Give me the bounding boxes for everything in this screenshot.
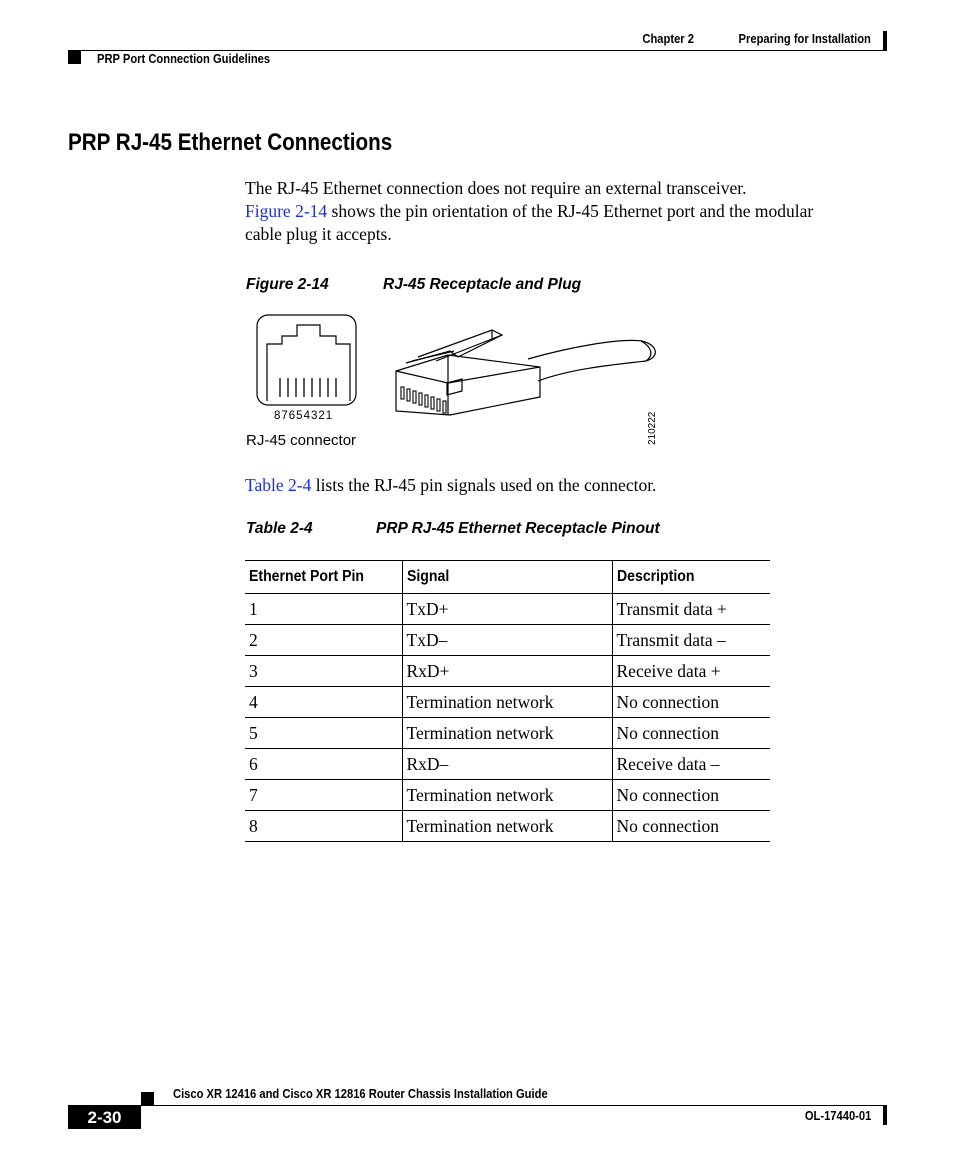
figure-id: 210222 [647,411,658,445]
cell-signal: Termination network [402,687,612,718]
cell-description: Transmit data – [612,625,770,656]
cell-description: No connection [612,811,770,842]
footer-marker-left [141,1092,154,1105]
table-label: Table 2-4 [246,520,313,537]
column-header-signal: Signal [402,561,612,594]
pin-numbers: 87654321 [274,410,334,422]
intro-paragraph [245,177,895,246]
cell-description: Transmit data + [612,594,770,625]
header-marker-left [68,51,81,64]
cell-pin: 7 [245,780,402,811]
footer-doc-number: OL-17440-01 [804,1108,871,1123]
section-title: PRP RJ-45 Ethernet Connections [68,129,393,156]
cell-pin: 5 [245,718,402,749]
cell-signal: TxD+ [402,594,612,625]
cell-pin: 2 [245,625,402,656]
footer-marker-right [883,1106,887,1125]
table-title: PRP RJ-45 Ethernet Receptacle Pinout [376,520,660,537]
figure-title: RJ-45 Receptacle and Plug [383,276,582,293]
cell-pin: 1 [245,594,402,625]
header-chapter: Chapter 2 [642,31,694,46]
page-number: 2-30 [68,1106,141,1129]
figure-link[interactable]: Figure 2-14 [245,201,328,221]
table-row [245,594,770,625]
intro-line-2 [245,200,895,223]
cell-pin: 6 [245,749,402,780]
cell-description: Receive data + [612,656,770,687]
header-section: PRP Port Connection Guidelines [97,51,271,66]
table-ref-text: lists the RJ-45 pin signals used on the connector. [311,475,657,495]
table-row [245,625,770,656]
table-link[interactable]: Table 2-4 [245,475,312,495]
cell-description: No connection [612,780,770,811]
rj45-figure [240,305,680,455]
cell-signal: RxD– [402,749,612,780]
intro-line-2-text: shows the pin orientation of the RJ-45 Ethernet port and the modular [327,201,814,221]
table-row [245,687,770,718]
cell-pin: 8 [245,811,402,842]
cell-signal: RxD+ [402,656,612,687]
table-row [245,780,770,811]
cell-signal: TxD– [402,625,612,656]
cell-signal: Termination network [402,780,612,811]
connector-label: RJ-45 connector [246,432,357,449]
intro-line-3: cable plug it accepts. [245,224,392,244]
column-header-description: Description [612,561,770,594]
footer-rule [68,1105,887,1106]
figure-label: Figure 2-14 [246,276,329,293]
table-row [245,718,770,749]
cell-pin: 3 [245,656,402,687]
table-row [245,749,770,780]
header-marker-right [883,31,887,50]
table-row [245,656,770,687]
table-header-row [245,561,770,594]
cell-description: Receive data – [612,749,770,780]
footer-guide-title: Cisco XR 12416 and Cisco XR 12816 Router Chassis Installation Guide [173,1086,548,1101]
cell-signal: Termination network [402,718,612,749]
pinout-table [245,560,770,842]
table-row [245,811,770,842]
intro-line-1: The RJ-45 Ethernet connection does not require an external transceiver. [245,178,747,198]
cell-description: No connection [612,718,770,749]
cell-signal: Termination network [402,811,612,842]
cell-pin: 4 [245,687,402,718]
rj45-receptacle-icon [257,315,356,405]
rj45-plug-icon [396,330,655,415]
table-ref-paragraph [245,474,656,497]
header-chapter-title: Preparing for Installation [738,31,871,46]
cell-description: No connection [612,687,770,718]
column-header-pin: Ethernet Port Pin [245,561,402,594]
